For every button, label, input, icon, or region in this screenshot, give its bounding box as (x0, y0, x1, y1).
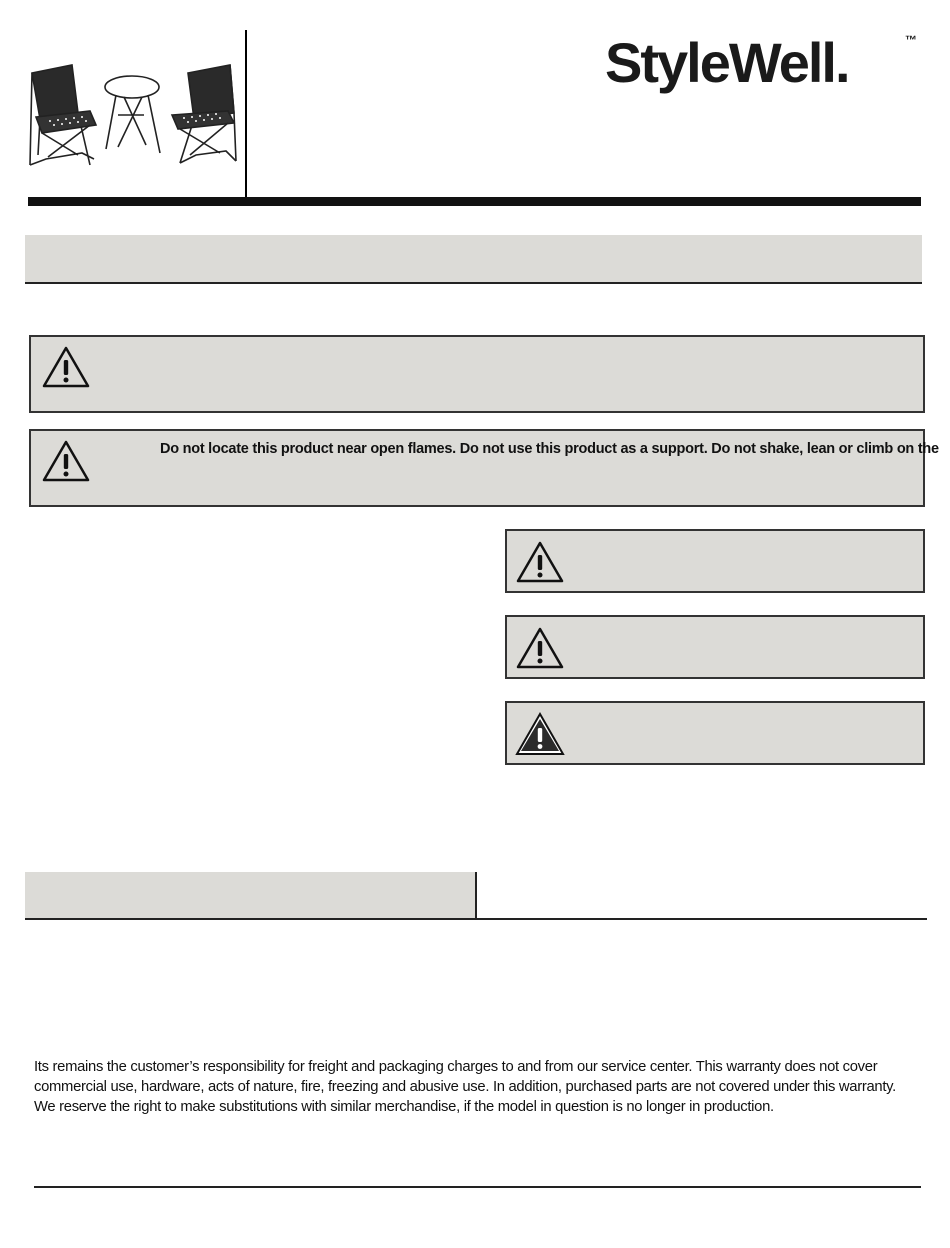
subsection-title-bar (25, 872, 476, 918)
header-rule (28, 197, 921, 206)
warranty-line: commercial use, hardware, acts of nature, fire, freezing and abusive use. In addition, purchased parts are not covered under this warranty. (34, 1079, 896, 1095)
warning-box-5 (505, 701, 925, 765)
left-chair-illustration (30, 65, 96, 165)
stylewell-logo (600, 24, 930, 104)
warranty-line: We reserve the right to make substitutions with similar merchandise, if the model in question is no longer in production. (34, 1099, 774, 1115)
warning-triangle-icon (41, 345, 91, 389)
footer-rule (34, 1186, 921, 1188)
right-chair-illustration (172, 65, 236, 163)
table-illustration (105, 76, 160, 153)
warranty-paragraph (34, 1057, 934, 1117)
warning-triangle-icon (515, 540, 565, 584)
product-illustration (20, 55, 245, 185)
svg-text:StyleWell.: StyleWell. (605, 31, 849, 94)
warning-box-1 (29, 335, 925, 413)
warning-triangle-icon (515, 626, 565, 670)
warning-triangle-filled-icon (515, 712, 565, 756)
warning-box-4 (505, 615, 925, 679)
section-title-bar (25, 235, 922, 284)
warning-text: Do not locate this product near open flames. Do not use this product as a support. Do not shake, lean or climb on the (160, 441, 939, 457)
warning-box-2 (29, 429, 939, 507)
header-divider (245, 30, 247, 198)
svg-text:™: ™ (905, 33, 917, 47)
warning-triangle-icon (41, 439, 91, 483)
subsection-divider (475, 872, 477, 919)
warranty-line: Its remains the customer’s responsibility for freight and packaging charges to and from our service center. This warranty does not cover (34, 1059, 878, 1075)
warning-box-3 (505, 529, 925, 593)
subsection-rule (25, 918, 927, 920)
